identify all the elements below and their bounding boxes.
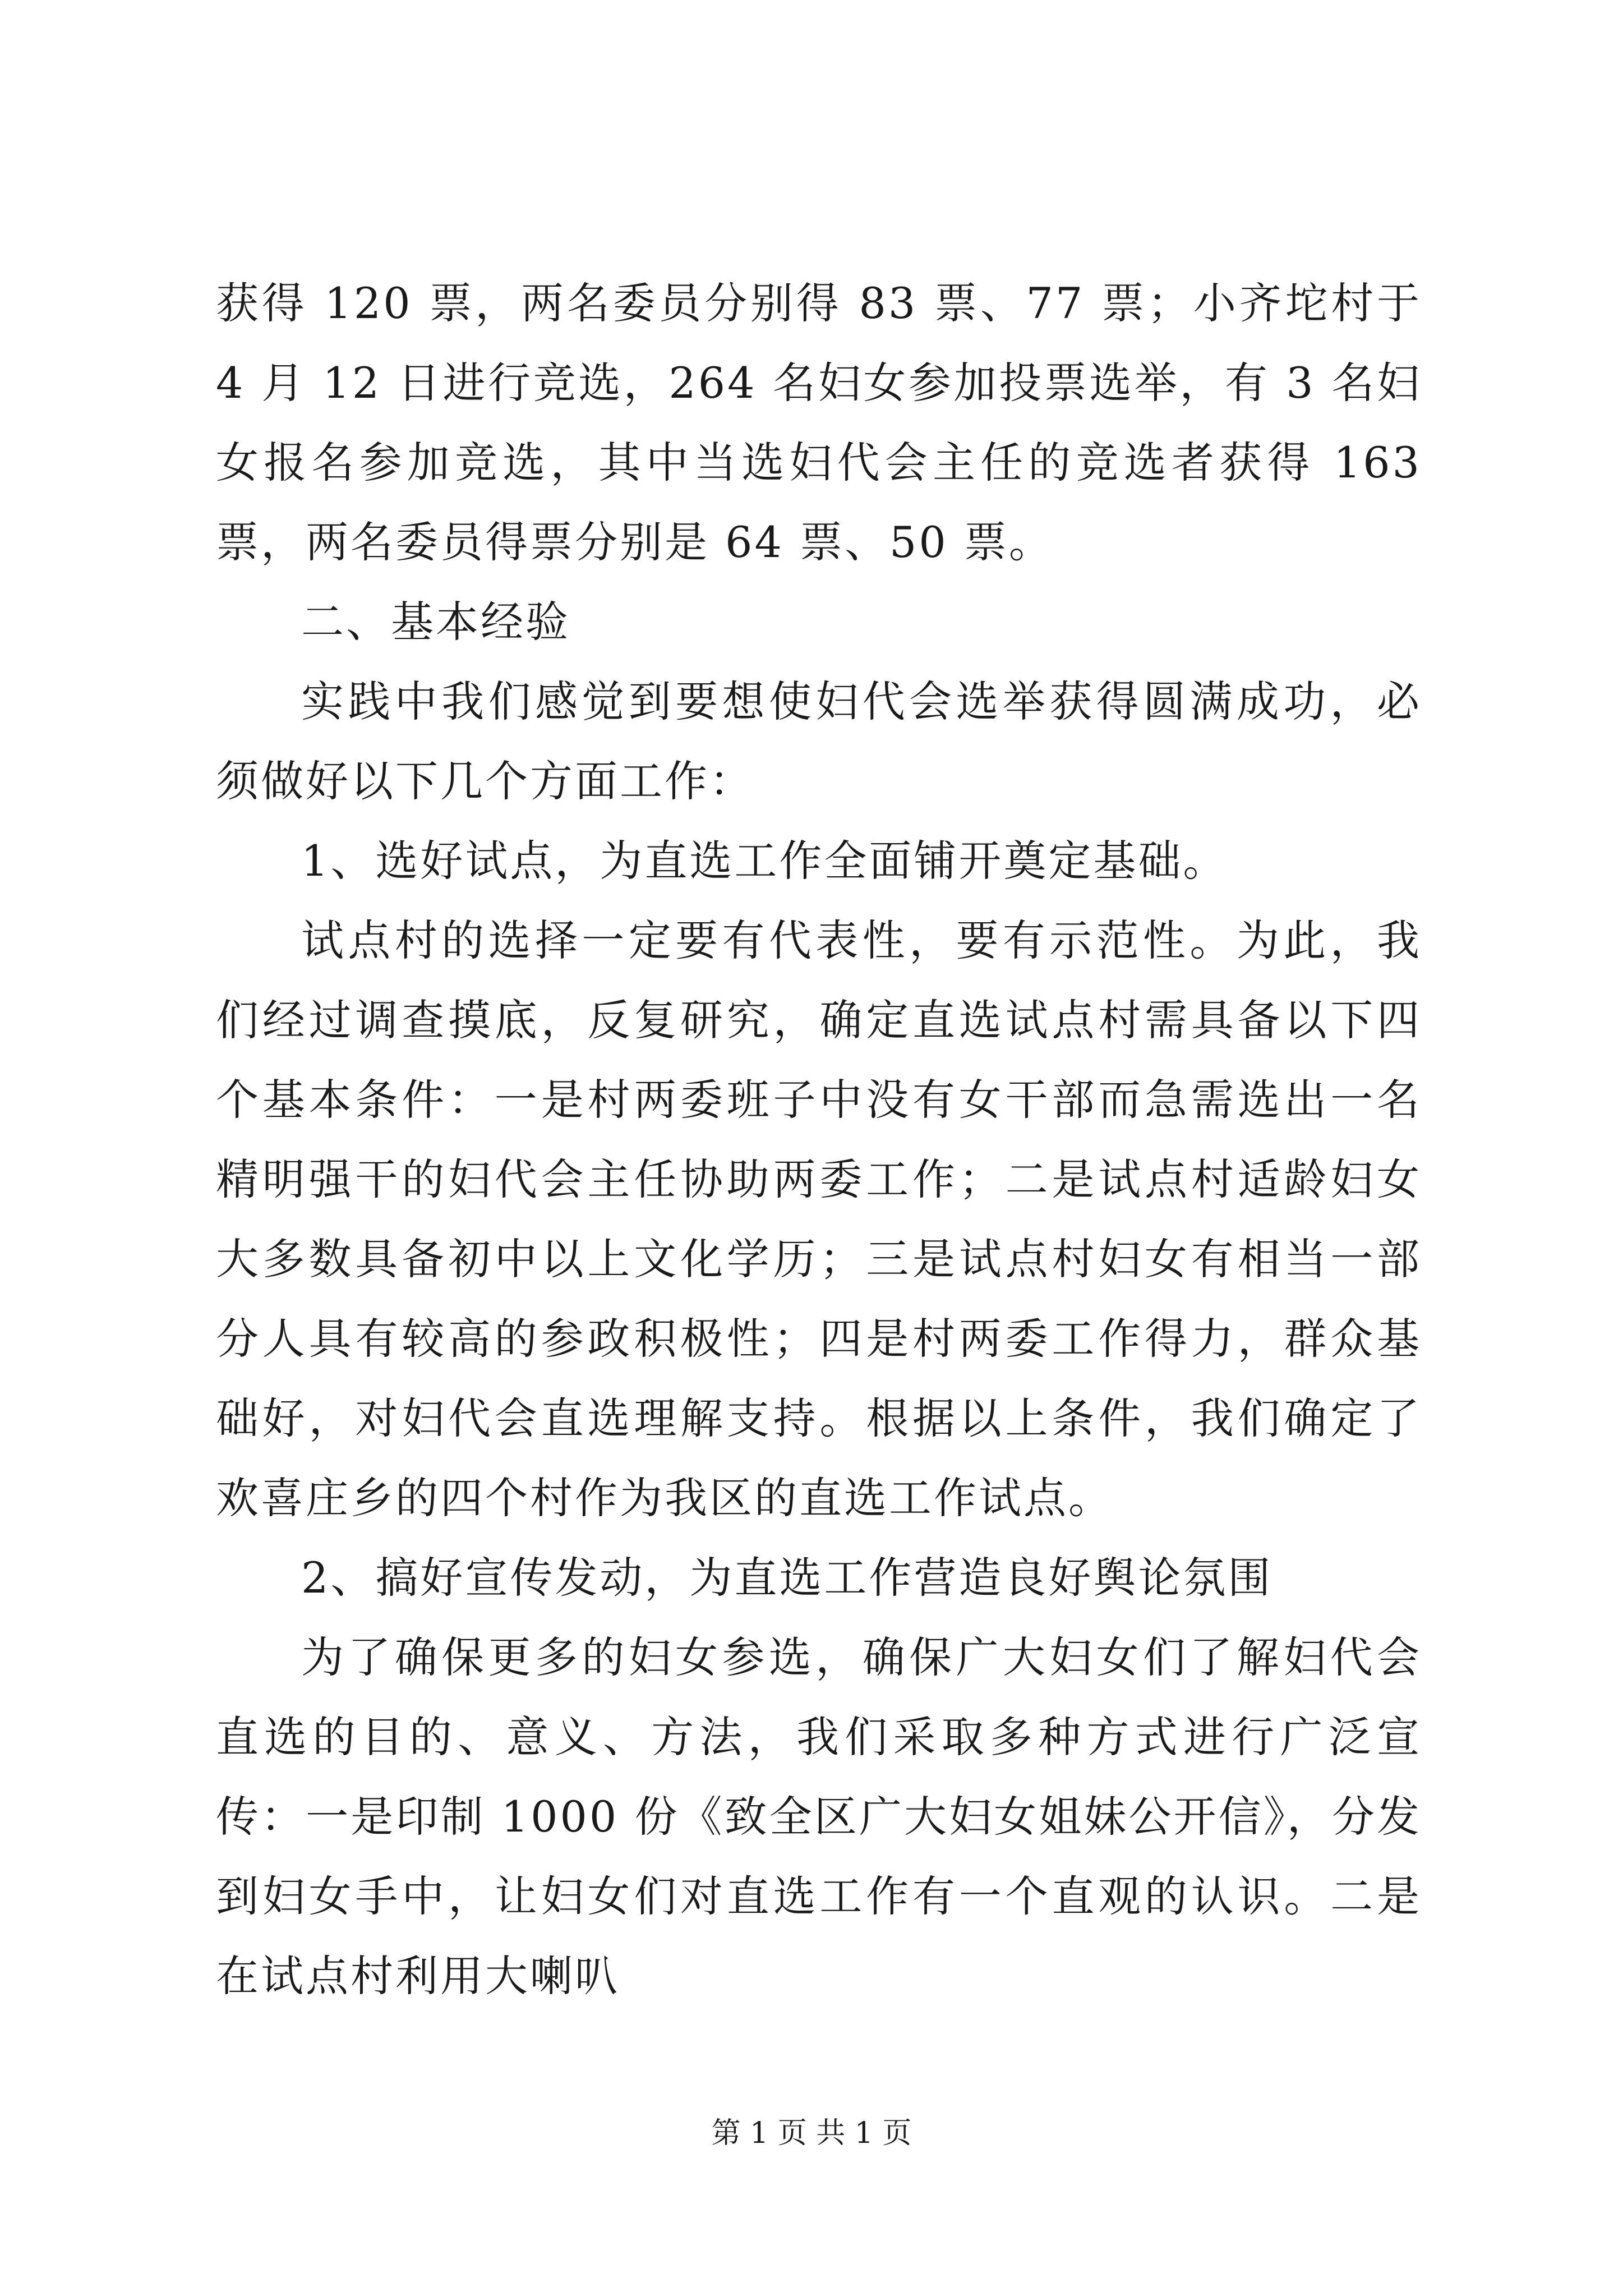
paragraph-3: 实践中我们感觉到要想使妇代会选举获得圆满成功，必须做好以下几个方面工作： xyxy=(216,677,1422,806)
section-heading-basic-experience: 二、基本经验 xyxy=(301,597,570,647)
document-body xyxy=(216,264,1422,2016)
subheading-publicity: 2、搞好宣传发动，为直选工作营造良好舆论氛围 xyxy=(301,1553,1273,1603)
page-footer: 第 1 页 共 1 页 xyxy=(711,2116,912,2150)
paragraph-1: 获得 120 票，两名委员分别得 83 票、77 票；小齐坨村于 4 月 12 日进行竞选，264 名妇女参加投票选举，有 3 名妇女报名参加竞选，其中当选妇代会主任的竞选者获得 163 票，两名委员得票分别是 64 票、50 票。 xyxy=(216,278,1422,567)
subheading-select-pilot: 1、选好试点，为直选工作全面铺开奠定基础。 xyxy=(301,836,1228,886)
paragraph-5: 试点村的选择一定要有代表性，要有示范性。为此，我们经过调查摸底，反复研究，确定直选试点村需具备以下四个基本条件：一是村两委班子中没有女干部而急需选出一名精明强干的妇代会主任协助两委工作；二是试点村适龄妇女大多数具备初中以上文化学历；三是试点村妇女有相当一部分人具有较高的参政积极性；四是村两委工作得力，群众基础好，对妇代会直选理解支持。根据以上条件，我们确定了欢喜庄乡的四个村作为我区的直选工作试点。 xyxy=(216,915,1422,1523)
paragraph-7: 为了确保更多的妇女参选，确保广大妇女们了解妇代会直选的目的、意义、方法，我们采取多种方式进行广泛宣传：一是印制 1000 份《致全区广大妇女姐妹公开信》，分发到妇女手中，让妇女们对直选工作有一个直观的认识。二是在试点村利用大喇叭 xyxy=(216,1632,1422,2001)
